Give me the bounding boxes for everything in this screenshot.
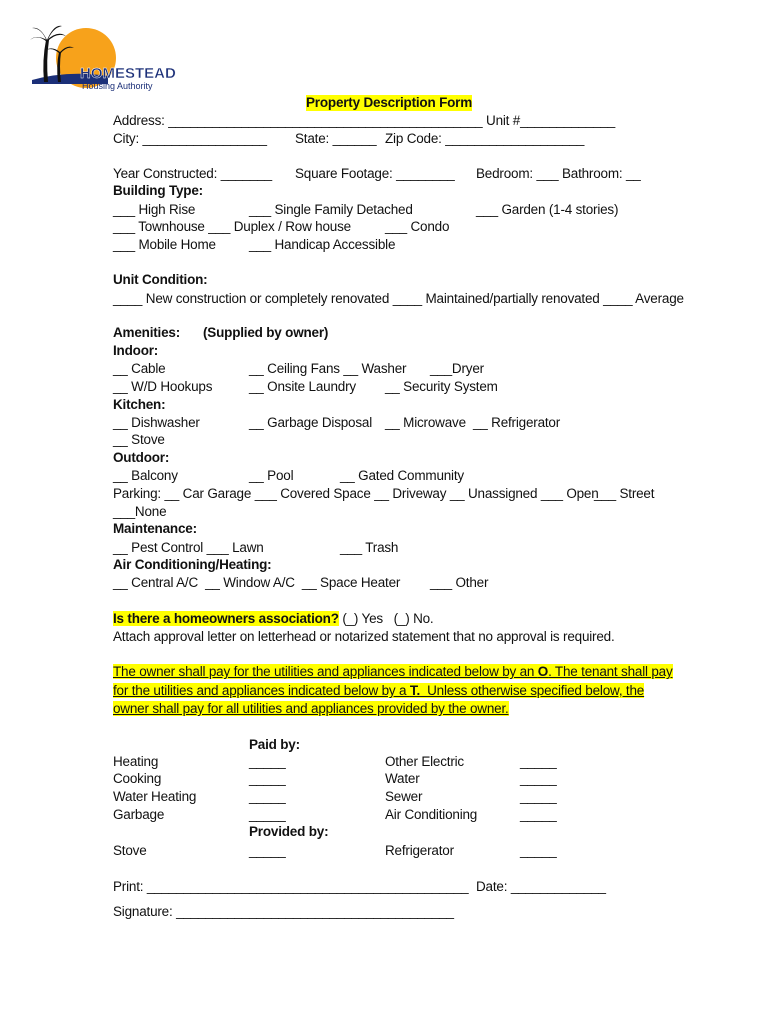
utility-water-heating: Water Heating [113, 789, 197, 804]
building-type-heading: Building Type: [113, 183, 203, 198]
option-condo[interactable]: ___ Condo [385, 219, 450, 234]
print-name-field[interactable]: Print: ____________________________________________ [113, 879, 469, 894]
form-title: Property Description Form [306, 95, 473, 110]
supplied-by-owner-note: (Supplied by owner) [203, 325, 329, 340]
hoa-row [113, 611, 433, 627]
option-handicap-accessible[interactable]: ___ Handicap Accessible [249, 237, 396, 252]
square-footage-field[interactable]: Square Footage: ________ [295, 166, 455, 181]
hoa-question: Is there a homeowners association? [113, 611, 339, 626]
paid-by-heading: Paid by: [249, 737, 300, 752]
utility-paragraph-line-3: owner shall pay for all utilities and appliances provided by the owner. [113, 701, 509, 716]
appliance-refrigerator: Refrigerator [385, 843, 454, 858]
utility-air-conditioning: Air Conditioning [385, 807, 478, 822]
owner-marker: O [537, 664, 549, 679]
air-conditioning-paid-by-field[interactable]: _____ [520, 807, 557, 822]
option-garden[interactable]: ___ Garden (1-4 stories) [476, 202, 619, 217]
address-unit-field[interactable]: Address: ___________________________________________ Unit #_____________ [113, 113, 616, 128]
zip-code-field[interactable]: Zip Code: ___________________ [385, 131, 585, 146]
utility-paragraph-line-2: for the utilities and appliances indicated below by a T. Unless otherwise specified below, the [113, 683, 645, 698]
option-security-system[interactable]: __ Security System [385, 379, 498, 394]
option-none[interactable]: ___None [113, 504, 167, 519]
utility-heating: Heating [113, 754, 159, 769]
amenities-heading: Amenities: [113, 325, 181, 340]
option-single-family[interactable]: ___ Single Family Detached [249, 202, 413, 217]
water-heating-paid-by-field[interactable]: _____ [249, 789, 286, 804]
option-gated-community[interactable]: __ Gated Community [340, 468, 464, 483]
maintenance-heading: Maintenance: [113, 521, 197, 536]
logo-name: HOMESTEAD [80, 65, 176, 82]
option-cable[interactable]: __ Cable [113, 361, 166, 376]
appliance-stove: Stove [113, 843, 147, 858]
other-electric-paid-by-field[interactable]: _____ [520, 754, 557, 769]
water-paid-by-field[interactable]: _____ [520, 771, 557, 786]
option-balcony[interactable]: __ Balcony [113, 468, 178, 483]
hoa-yes-no-options[interactable]: (_) Yes (_) No. [338, 611, 434, 626]
refrigerator-provided-by-field[interactable]: _____ [520, 843, 557, 858]
option-wd-hookups[interactable]: __ W/D Hookups [113, 379, 213, 394]
option-pool[interactable]: __ Pool [249, 468, 294, 483]
logo-subtitle: Housing Authority [82, 81, 153, 91]
ac-heating-options[interactable]: __ Central A/C __ Window A/C __ Space Heater [113, 575, 401, 590]
option-garbage-disposal[interactable]: __ Garbage Disposal [249, 415, 373, 430]
option-stove[interactable]: __ Stove [113, 432, 165, 447]
date-field[interactable]: Date: _____________ [476, 879, 606, 894]
option-mobile-home[interactable]: ___ Mobile Home [113, 237, 216, 252]
option-onsite-laundry[interactable]: __ Onsite Laundry [249, 379, 356, 394]
utility-garbage: Garbage [113, 807, 165, 822]
heating-paid-by-field[interactable]: _____ [249, 754, 286, 769]
option-dryer[interactable]: ___Dryer [430, 361, 484, 376]
outdoor-heading: Outdoor: [113, 450, 170, 465]
year-constructed-field[interactable]: Year Constructed: _______ [113, 166, 272, 181]
option-high-rise[interactable]: ___ High Rise [113, 202, 196, 217]
option-street[interactable]: ___ Street [594, 486, 655, 501]
option-townhouse-duplex[interactable]: ___ Townhouse ___ Duplex / Row house [113, 219, 351, 234]
tenant-marker: T. [409, 683, 421, 698]
utility-sewer: Sewer [385, 789, 423, 804]
unit-condition-options[interactable]: ____ New construction or completely renovated ____ Maintained/partially renovated ____ Average [113, 291, 684, 306]
option-other[interactable]: ___ Other [430, 575, 489, 590]
city-field[interactable]: City: _________________ [113, 131, 267, 146]
utility-other-electric: Other Electric [385, 754, 464, 769]
option-microwave-refrigerator[interactable]: __ Microwave __ Refrigerator [385, 415, 561, 430]
option-pest-control-lawn[interactable]: __ Pest Control ___ Lawn [113, 540, 264, 555]
utility-cooking: Cooking [113, 771, 162, 786]
cooking-paid-by-field[interactable]: _____ [249, 771, 286, 786]
indoor-heading: Indoor: [113, 343, 159, 358]
utility-paragraph-line-1: The owner shall pay for the utilities and appliances indicated below by an O. The tenant shall pay [113, 664, 673, 679]
option-trash[interactable]: ___ Trash [340, 540, 399, 555]
kitchen-heading: Kitchen: [113, 397, 166, 412]
ac-heating-heading: Air Conditioning/Heating: [113, 557, 272, 572]
state-field[interactable]: State: ______ [295, 131, 377, 146]
parking-options[interactable]: Parking: __ Car Garage ___ Covered Space __ Driveway __ Unassigned ___ Open [113, 486, 599, 501]
bedroom-bathroom-field[interactable]: Bedroom: ___ Bathroom: __ [476, 166, 641, 181]
stove-provided-by-field[interactable]: _____ [249, 843, 286, 858]
option-ceiling-fans-washer[interactable]: __ Ceiling Fans __ Washer [249, 361, 407, 376]
homestead-logo [28, 22, 188, 96]
utility-water: Water [385, 771, 420, 786]
option-dishwasher[interactable]: __ Dishwasher [113, 415, 200, 430]
sewer-paid-by-field[interactable]: _____ [520, 789, 557, 804]
signature-field[interactable]: Signature: ______________________________________ [113, 904, 454, 919]
attach-approval-note: Attach approval letter on letterhead or notarized statement that no approval is required. [113, 629, 615, 644]
provided-by-heading: Provided by: [249, 824, 329, 839]
unit-condition-heading: Unit Condition: [113, 272, 208, 287]
garbage-paid-by-field[interactable]: _____ [249, 807, 286, 822]
